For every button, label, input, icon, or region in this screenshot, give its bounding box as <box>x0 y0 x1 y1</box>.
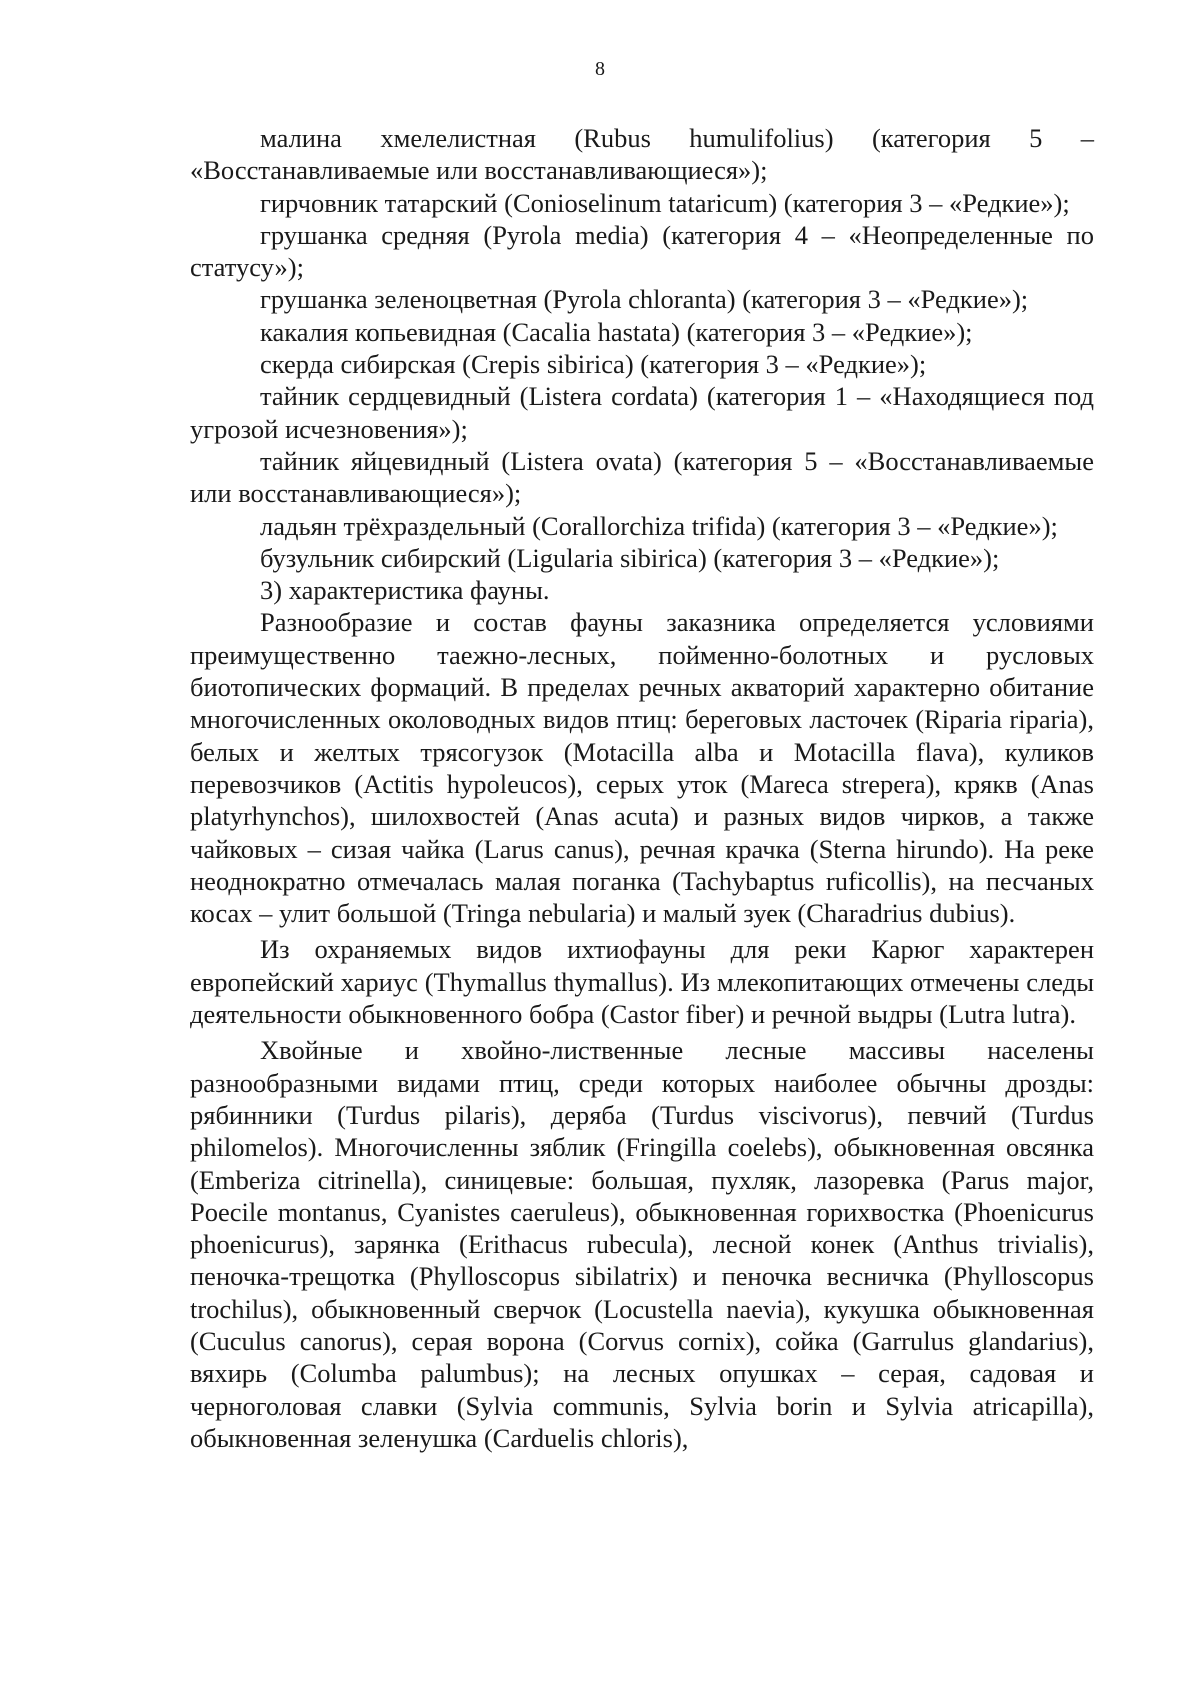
paragraph-ichthyofauna-mammals: Из охраняемых видов ихтиофауны для реки Карюг характерен европейский хариус (Thymallus thymallus). Из млекопитающих отмечены следы деятельности обыкновенного бобра (Castor fiber) и речной выдры (Lutra lutra). <box>190 934 1094 1030</box>
paragraph-pyrola-media: грушанка средняя (Pyrola media) (категория 4 – «Неопределенные по статусу»); <box>190 219 1094 283</box>
paragraph-forest-birds: Хвойные и хвойно-лиственные лесные массивы населены разнообразными видами птиц, среди которых наиболее обычны дрозды: рябинники (Turdus pilaris), деряба (Turdus viscivorus), певчий (Turdus philomelos). Многочисленны зяблик (Fringilla coelebs), обыкновенная овсянка (Emberiza citrinella), синицевые: большая, пухляк, лазоревка (Parus major, Poecile montanus, Cyanistes caeruleus), обыкновенная горихвостка (Phoenicurus phoenicurus), зарянка (Erithacus rubecula), лесной конек (Anthus trivialis), пеночка-трещотка (Phylloscopus sibilatrix) и пеночка весничка (Phylloscopus trochilus), обыкновенный сверчок (Locustella naevia), кукушка обыкновенная (Cuculus canorus), серая ворона (Corvus cornix), сойка (Garrulus glandarius), вяхирь (Columba palumbus); на лесных опушках – серая, садовая и черноголовая славки (Sylvia communis, Sylvia borin и Sylvia atricapilla), обыкновенная зеленушка (Carduelis chloris), <box>190 1035 1094 1453</box>
paragraph-fauna-diversity: Разнообразие и состав фауны заказника определяется условиями преимущественно таежно-лесных, пойменно-болотных и русловых биотопических формаций. В пределах речных акваторий характерно обитание многочисленных околоводных видов птиц: береговых ласточек (Riparia riparia), белых и желтых трясогузок (Motacilla alba и Motacilla flava), куликов перевозчиков (Actitis hypoleucos), серых уток (Mareca strepera), крякв (Anas platyrhynchos), шилохвостей (Anas acuta) и разных видов чирков, а также чайковых – сизая чайка (Larus canus), речная крачка (Sterna hirundo). На реке неоднократно отмечалась малая поганка (Tachybaptus ruficollis), на песчаных косах – улит большой (Tringa nebularia) и малый зуек (Charadrius dubius). <box>190 607 1094 929</box>
paragraph-listera-ovata: тайник яйцевидный (Listera ovata) (категория 5 – «Восстанавливаемые или восстанавливающиеся»); <box>190 445 1094 509</box>
paragraph-crepis-sibirica: скерда сибирская (Crepis sibirica) (категория 3 – «Редкие»); <box>260 349 927 380</box>
page-number: 8 <box>595 58 605 80</box>
paragraph-conioselinum-tataricum: гирчовник татарский (Conioselinum tataricum) (категория 3 – «Редкие»); <box>260 187 1070 218</box>
paragraph-cacalia-hastata: какалия копьевидная (Cacalia hastata) (категория 3 – «Редкие»); <box>260 316 973 347</box>
document-body <box>190 122 1094 1454</box>
paragraph-listera-cordata: тайник сердцевидный (Listera cordata) (категория 1 – «Находящиеся под угрозой исчезновения»); <box>190 381 1094 444</box>
paragraph-pyrola-chloranta: грушанка зеленоцветная (Pyrola chloranta) (категория 3 – «Редкие»); <box>260 284 1029 315</box>
paragraph-ligularia-sibirica: бузульник сибирский (Ligularia sibirica) (категория 3 – «Редкие»); <box>260 542 1000 573</box>
section-heading-fauna: 3) характеристика фауны. <box>260 575 550 606</box>
paragraph-rubus-humulifolius: малина хмелелистная (Rubus humulifolius) (категория 5 – «Восстанавливаемые или восстанавливающиеся»); <box>190 123 1094 186</box>
paragraph-corallorchiza-trifida: ладьян трёхраздельный (Corallorchiza trifida) (категория 3 – «Редкие»); <box>260 510 1058 541</box>
